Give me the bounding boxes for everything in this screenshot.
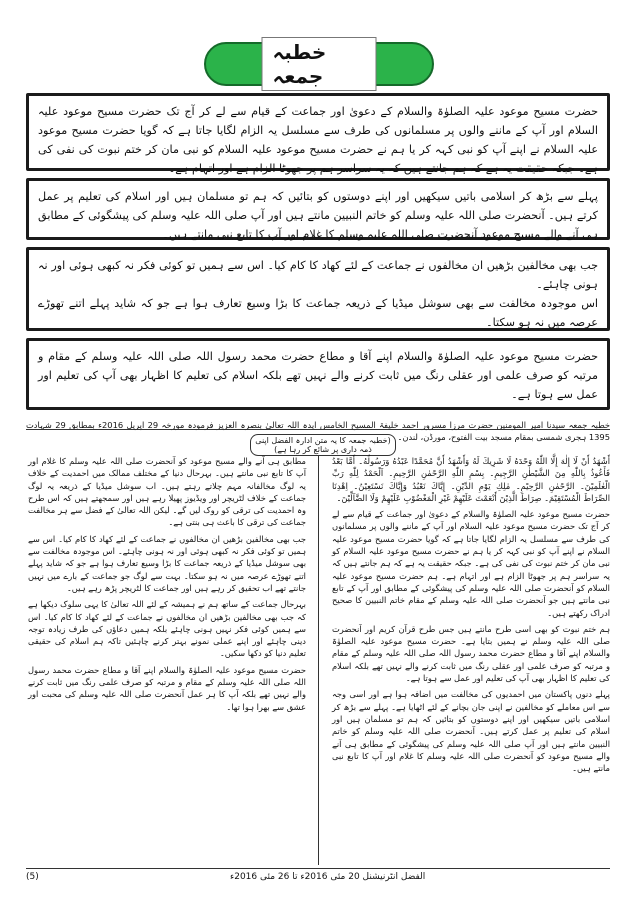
- column-left-para: بہرحال جماعت کے ساتھ ہم نے ہمیشہ کے لئے اللہ تعالیٰ کا یہی سلوک دیکھا ہے کہ جب بھی مخالفین بڑھیں ان مخالفوں نے جماعت کے لئے کھاد کا کام کیا۔ اس سے ہمیں کوئی فکر نہیں ہونی چاہئے بلکہ ہمیں دعاؤں کی طرف زیادہ توجہ دینی چاہئے اور اپنے عملی نمونے بہتر کرنے چاہئیں تاکہ ہم اسلام کی حقیقی تعلیم دنیا کو دکھا سکیں۔: [28, 599, 306, 659]
- column-divider: [318, 455, 319, 865]
- column-right-para: حضرت مسیح موعود علیہ الصلوٰۃ والسلام کے دعویٰ اور جماعت کے قیام سے لے کر آج تک حضرت مسیح موعود علیہ السلام اور آپ کے ماننے والوں پر مسلمانوں کی طرف سے مسلسل یہ الزام لگایا جاتا ہے کہ گویا حضرت مسیح موعود علیہ السلام نے اپنے آپ کو نبی کہہ کر یا ہم نے حضرت مسیح موعود علیہ السلام کو نبی مان کر ختم نبوت کی نفی کی ہے۔ جبکہ حقیقت یہ ہے کہ ہم جانتے ہیں کہ یہ سراسر ہم پر جھوٹا الزام ہے اور اتہام ہے۔ ہم حضرت مسیح موعود علیہ السلام کو آنحضرت صلی اللہ علیہ وسلم کی پیشگوئی کے مطابق اور آپ کے تابع نبی مانتے ہیں جو آنحضرت صلی اللہ علیہ وسلم کے مقام خاتم النبیین کا صحیح ادراک رکھتے ہیں۔: [332, 509, 610, 618]
- summary-box-4: [26, 338, 610, 410]
- summary-box-3: [26, 247, 610, 331]
- summary-para-2: پہلے سے بڑھ کر اسلامی باتیں سیکھیں اور اپنے دوستوں کو بتائیں کہ ہم تو مسلمان ہیں اور اسلام کی تعلیم پر عمل کرتے ہیں۔ آنحضرت صلی اللہ علیہ وسلم کو خاتم النبیین مانتے ہیں اور آپ صلی اللہ علیہ وسلم کی پیشگوئی کے مطابق ہی آنے والے مسیح موعود آنحضرت صلی اللہ علیہ وسلم کا غلام اور آپ کا تابع نبی مانتے ہیں۔: [38, 190, 598, 241]
- summary-para-3: جب بھی مخالفین بڑھیں ان مخالفوں نے جماعت کے لئے کھاد کا کام کیا۔ اس سے ہمیں تو کوئی فکر نہ کبھی ہوئی اور نہ ہونی چاہئے۔: [38, 259, 598, 291]
- summary-box-2: [26, 178, 610, 240]
- summary-para-4: اس موجودہ مخالفت سے بھی سوشل میڈیا کے ذریعہ جماعت کا بڑا وسیع تعارف ہوا ہے جو کہ شاید پہلے اتنے تھوڑے عرصہ میں نہ ہو سکتا۔: [38, 297, 598, 329]
- sermon-info: خطبہ جمعہ سیدنا امیر المومنین حضرت مرزا مسرور احمد خلیفۃ المسیح الخامس ایدہ اللہ تعالیٰ بنصرہ العزیز فرمودہ مورخہ 29 اپریل 2016ء بمطابق 29 شہادت 1395 ہجری شمسی بمقام مسجد بیت الفتوح، مورڈن، لندن۔: [26, 420, 611, 442]
- footer-divider: [26, 868, 610, 869]
- page-title: خطبہ جمعہ: [262, 37, 377, 91]
- column-left-para: حضرت مسیح موعود علیہ الصلوٰۃ والسلام اپنے آقا و مطاع حضرت محمد رسول اللہ صلی اللہ علیہ وسلم کے مقام و مرتبہ کو صرف علمی رنگ میں ثابت کرنے والے نہیں تھے بلکہ آپ کا ہر عمل آنحضرت صلی اللہ علیہ وسلم کی محبت اور عشق سے بھرا ہوا تھا۔: [28, 664, 306, 712]
- column-right: [332, 455, 610, 778]
- divider: [26, 429, 610, 430]
- column-right-para: أَشْهَدُ أَنْ لَا إِلٰهَ إِلَّا اللّٰهُ وَحْدَهُ لَا شَرِيكَ لَهُ وَأَشْهَدُ أَنَّ مُحَمَّدًا عَبْدُهُ وَرَسُولُهُ۔ أَمَّا بَعْدُ فَأَعُوذُ بِاللّٰهِ مِنَ الشَّيْطٰنِ الرَّجِيمِ۔ بِسْمِ اللّٰهِ الرَّحْمٰنِ الرَّحِيمِ۔ اَلْحَمْدُ لِلّٰهِ رَبِّ الْعٰلَمِيْنَ۔ الرَّحْمٰنِ الرَّحِيْمِ۔ مٰلِكِ يَوْمِ الدِّيْنِ۔ إِيَّاكَ نَعْبُدُ وَإِيَّاكَ نَسْتَعِيْنُ۔ اِهْدِنَا الصِّرَاطَ الْمُسْتَقِيْمَ۔ صِرَاطَ الَّذِيْنَ أَنْعَمْتَ عَلَيْهِمْ غَيْرِ الْمَغْضُوْبِ عَلَيْهِمْ وَلَا الضَّآلِّيْنَ۔: [332, 456, 610, 503]
- page-number: (5): [26, 872, 39, 882]
- column-left-para: مطابق ہی آنے والے مسیح موعود کو آنحضرت صلی اللہ علیہ وسلم کا غلام اور آپ کا تابع نبی مانتے ہیں۔ بہرحال دنیا کے مختلف ممالک میں احمدیت کے خلاف یہ لوگ مخالفانہ مہم چلاتے رہتے ہیں۔ اب سوشل میڈیا کے ذریعہ یہ لوگ جماعت کے خلاف لٹریچر اور ویڈیوز پھیلا رہے ہیں اور سمجھتے ہیں کہ اس طرح وہ احمدیت کی ترقی کو روک لیں گے۔ لیکن اللہ تعالیٰ کے فضل سے ہر مخالفت جماعت کی ترقی کا باعث ہی بنتی ہے۔: [28, 456, 306, 528]
- summary-para-5: حضرت مسیح موعود علیہ الصلوٰۃ والسلام اپنے آقا و مطاع حضرت محمد رسول اللہ صلی اللہ علیہ وسلم کے مقام و مرتبہ کو صرف علمی اور عقلی رنگ میں ثابت کرنے والے نہیں تھے بلکہ اسلام کی تعلیم کا اظہار بھی آپ کی تعلیم اور عمل سے ہوتا ہے۔: [38, 350, 598, 401]
- column-right-para: ہم ختم نبوت کو بھی اسی طرح مانتے ہیں جس طرح قرآن کریم اور آنحضرت صلی اللہ علیہ وسلم نے ہمیں بتایا ہے۔ حضرت مسیح موعود علیہ الصلوٰۃ والسلام اپنے آقا و مطاع حضرت محمد رسول اللہ صلی اللہ علیہ وسلم کے مقام و مرتبہ کو صرف علمی اور عقلی رنگ میں ثابت کرنے والے نہیں تھے بلکہ اسلام کی تعلیم کا اظہار بھی آپ کی تعلیم اور عمل سے ہوتا ہے۔: [332, 623, 610, 684]
- publication-note: (خطبہ جمعہ کا یہ متن ادارہ الفضل اپنی ذمہ داری پر شائع کر رہا ہے): [250, 434, 396, 456]
- column-right-para: پہلے دنوں پاکستان میں احمدیوں کی مخالفت میں اضافہ ہوا ہے اور اسی وجہ سے اس معاملے کو مخالفین نے اپنی جان بچانے کے لئے اٹھایا ہے۔ پہلے سے بڑھ کر اسلامی باتیں سیکھیں اور اپنے دوستوں کو بتائیں کہ ہم تو مسلمان ہیں اور اسلام کی تعلیم پر عمل کرتے ہیں۔ آنحضرت صلی اللہ علیہ وسلم کو خاتم النبیین مانتے ہیں اور آپ صلی اللہ علیہ وسلم کی پیشگوئی کے مطابق ہی آنے والے مسیح موعود کو آنحضرت صلی اللہ علیہ وسلم کا غلام اور آپ کا تابع نبی مانتے ہیں۔: [332, 689, 610, 774]
- summary-para-1: حضرت مسیح موعود علیہ الصلوٰۃ والسلام کے دعویٰ اور جماعت کے قیام سے لے کر آج تک حضرت مسیح موعود علیہ السلام اور آپ کے ماننے والوں پر مسلمانوں کی طرف سے مسلسل یہ الزام لگایا جاتا ہے کہ گویا حضرت مسیح موعود علیہ السلام نے اپنے آپ کو نبی کہہ کر یا ہم نے حضرت مسیح موعود علیہ السلام کو نبی مان کر ختم نبوت کی نفی کی ہے۔ جبکہ حقیقت یہ ہے کہ ہم جانتے ہیں کہ یہ سراسر ہم پر جھوٹا الزام ہے اور اتہام ہے۔: [38, 105, 598, 175]
- title-banner: [204, 42, 434, 86]
- column-left: [28, 455, 306, 717]
- summary-box-1: [26, 93, 610, 175]
- footer-date-line: الفضل انٹرنیشنل 20 مئی 2016ء تا 26 مئی 2016ء: [230, 872, 426, 882]
- column-left-para: جب بھی مخالفین بڑھیں ان مخالفوں نے جماعت کے لئے کھاد کا کام کیا۔ اس سے ہمیں تو کوئی فکر نہ کبھی ہوئی اور نہ ہونی چاہئے۔ اس موجودہ مخالفت سے بھی سوشل میڈیا کے ذریعہ جماعت کا بڑا وسیع تعارف ہوا ہے جو کہ شاید پہلے اتنے تھوڑے عرصہ میں نہ ہو سکتا۔ بہت سے لوگ جو جماعت کے بارے میں نہیں جانتے تھے اب تحقیق کر رہے ہیں اور جماعت کا لٹریچر پڑھ رہے ہیں۔: [28, 533, 306, 593]
